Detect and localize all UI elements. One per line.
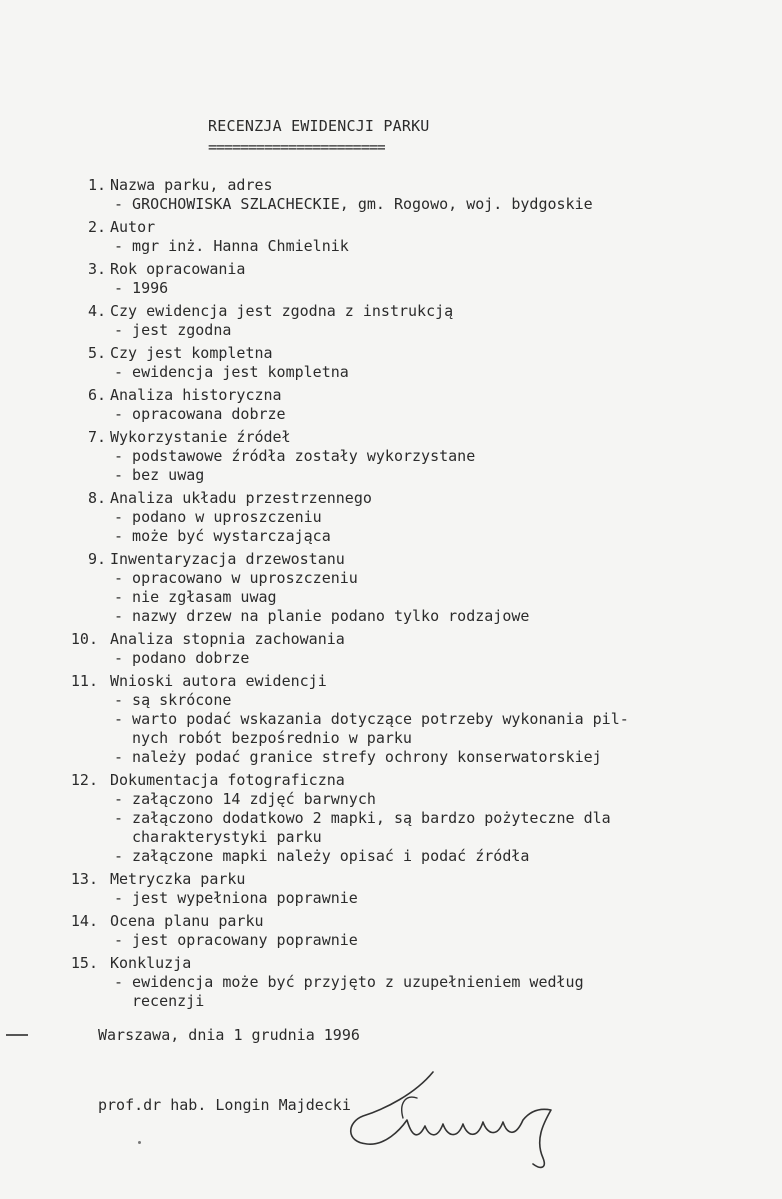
item-detail-line: - jest opracowany poprawnie bbox=[114, 931, 358, 949]
review-item bbox=[0, 260, 782, 298]
title-underline: ====================== bbox=[208, 138, 385, 156]
item-detail-line: - opracowano w uproszczeniu bbox=[114, 569, 358, 587]
item-detail-line: - GROCHOWISKA SZLACHECKIE, gm. Rogowo, woj. bydgoskie bbox=[114, 195, 593, 213]
item-detail-line: - 1996 bbox=[114, 279, 169, 297]
item-detail-line: - ewidencja może być przyjęto z uzupełnieniem według bbox=[114, 973, 584, 991]
item-heading: Metryczka parku bbox=[110, 870, 246, 888]
item-detail-line: - nie zgłasam uwag bbox=[114, 588, 277, 606]
item-number: 10. bbox=[70, 630, 98, 648]
item-heading: Wykorzystanie źródeł bbox=[110, 428, 291, 446]
place-date: Warszawa, dnia 1 grudnia 1996 bbox=[98, 1026, 360, 1044]
item-heading: Konkluzja bbox=[110, 954, 192, 972]
item-detail-line: recenzji bbox=[132, 992, 205, 1010]
item-number: 12. bbox=[70, 771, 98, 789]
review-item bbox=[0, 386, 782, 424]
item-number: 14. bbox=[70, 912, 98, 930]
item-number: 4. bbox=[87, 302, 106, 320]
document-title: RECENZJA EWIDENCJI PARKU bbox=[208, 117, 430, 135]
review-item bbox=[0, 302, 782, 340]
item-detail-line: - należy podać granice strefy ochrony konserwatorskiej bbox=[114, 748, 602, 766]
item-detail-line: - opracowana dobrze bbox=[114, 405, 286, 423]
item-heading: Autor bbox=[110, 218, 156, 236]
review-item bbox=[0, 550, 782, 626]
item-detail-line: - są skrócone bbox=[114, 691, 232, 709]
item-heading: Ocena planu parku bbox=[110, 912, 264, 930]
item-detail-line: nych robót bezpośrednio w parku bbox=[132, 729, 412, 747]
item-number: 15. bbox=[70, 954, 98, 972]
item-detail-line: - załączono dodatkowo 2 mapki, są bardzo pożyteczne dla bbox=[114, 809, 611, 827]
item-detail-line: - jest wypełniona poprawnie bbox=[114, 889, 358, 907]
item-detail-line: - może być wystarczająca bbox=[114, 527, 331, 545]
review-item bbox=[0, 672, 782, 767]
item-detail-line: - podstawowe źródła zostały wykorzystane bbox=[114, 447, 476, 465]
review-item bbox=[0, 428, 782, 485]
item-heading: Wnioski autora ewidencji bbox=[110, 672, 327, 690]
item-detail-line: - jest zgodna bbox=[114, 321, 232, 339]
item-detail-line: charakterystyki parku bbox=[132, 828, 322, 846]
review-item bbox=[0, 771, 782, 866]
item-detail-line: - ewidencja jest kompletna bbox=[114, 363, 349, 381]
item-detail-line: - załączone mapki należy opisać i podać źródła bbox=[114, 847, 530, 865]
item-number: 6. bbox=[87, 386, 106, 404]
review-item bbox=[0, 489, 782, 546]
review-item bbox=[0, 870, 782, 908]
review-items-list bbox=[0, 176, 782, 1015]
review-item bbox=[0, 344, 782, 382]
item-detail-line: - warto podać wskazania dotyczące potrzeby wykonania pil- bbox=[114, 710, 629, 728]
item-number: 1. bbox=[87, 176, 106, 194]
item-number: 3. bbox=[87, 260, 106, 278]
handwritten-signature bbox=[345, 1064, 585, 1174]
item-detail-line: - bez uwag bbox=[114, 466, 205, 484]
item-number: 11. bbox=[70, 672, 98, 690]
margin-mark bbox=[6, 1034, 28, 1036]
signer-name: prof.dr hab. Longin Majdecki bbox=[98, 1096, 351, 1114]
review-item bbox=[0, 630, 782, 668]
item-heading: Czy ewidencja jest zgodna z instrukcją bbox=[110, 302, 454, 320]
item-heading: Dokumentacja fotograficzna bbox=[110, 771, 345, 789]
item-number: 8. bbox=[87, 489, 106, 507]
item-detail-line: - podano w uproszczeniu bbox=[114, 508, 322, 526]
item-heading: Nazwa parku, adres bbox=[110, 176, 273, 194]
item-number: 5. bbox=[87, 344, 106, 362]
item-heading: Analiza stopnia zachowania bbox=[110, 630, 345, 648]
item-number: 2. bbox=[87, 218, 106, 236]
review-item bbox=[0, 218, 782, 256]
item-heading: Inwentaryzacja drzewostanu bbox=[110, 550, 345, 568]
item-detail-line: - załączono 14 zdjęć barwnych bbox=[114, 790, 376, 808]
review-item bbox=[0, 954, 782, 1011]
item-heading: Czy jest kompletna bbox=[110, 344, 273, 362]
review-item bbox=[0, 912, 782, 950]
item-number: 9. bbox=[87, 550, 106, 568]
item-detail-line: - nazwy drzew na planie podano tylko rodzajowe bbox=[114, 607, 530, 625]
item-heading: Analiza układu przestrzennego bbox=[110, 489, 372, 507]
item-detail-line: - podano dobrze bbox=[114, 649, 250, 667]
review-item bbox=[0, 176, 782, 214]
item-detail-line: - mgr inż. Hanna Chmielnik bbox=[114, 237, 349, 255]
item-number: 13. bbox=[70, 870, 98, 888]
item-heading: Analiza historyczna bbox=[110, 386, 282, 404]
ink-dot bbox=[138, 1141, 141, 1144]
item-number: 7. bbox=[87, 428, 106, 446]
item-heading: Rok opracowania bbox=[110, 260, 246, 278]
